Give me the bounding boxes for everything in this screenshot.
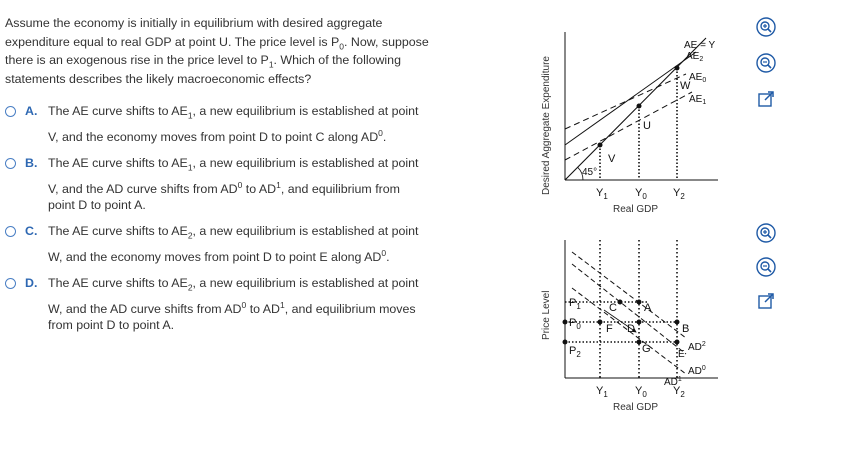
ae1-line	[565, 92, 692, 160]
angle-label: 45°	[582, 167, 598, 178]
point-g-label: G	[642, 343, 651, 355]
ae-y-label: AE = Y	[684, 40, 716, 51]
tick-y2-bottom: $Y_2$	[673, 385, 685, 399]
option-letter: D.	[25, 276, 38, 290]
p2-dot	[563, 340, 568, 345]
ae1-label: $AE_1$	[689, 94, 707, 106]
zoom-in-icon	[756, 17, 776, 37]
point-e	[675, 340, 680, 345]
zoom-out-icon	[756, 257, 776, 277]
option-text: The AE curve shifts to $AE_1$, a new equilibrium is established at point	[48, 104, 419, 121]
ad-graph	[541, 240, 718, 413]
tick-y0-bottom: $Y_0$	[635, 385, 647, 399]
point-v-label: V	[608, 153, 616, 165]
point-w-label: W	[680, 80, 691, 92]
ae-equals-y-line	[565, 38, 706, 180]
price-p2: $P_2$	[569, 345, 581, 359]
option-text: The AE curve shifts to $AE_2$, a new equilibrium is established at point	[48, 224, 419, 241]
point-e-label: E	[678, 349, 685, 360]
ae-graph-xlabel: Real GDP	[613, 204, 659, 215]
point-d-label: D	[627, 323, 635, 335]
question-line: there is an exogenous rise in the price level to $P_1$. Which of the following	[5, 53, 401, 70]
tick-y1: $Y_1$	[596, 187, 608, 201]
zoom-out-button[interactable]	[755, 52, 777, 74]
ae-graph	[541, 32, 718, 215]
zoom-out-button[interactable]	[755, 256, 777, 278]
point-f	[598, 320, 603, 325]
point-v	[598, 143, 603, 148]
question-line: statements describes the likely macroeconomic effects?	[5, 71, 312, 86]
zoom-out-icon	[756, 53, 776, 73]
popout-button[interactable]	[755, 88, 777, 110]
option-text: W, and the economy moves from point D to point E along $AD^0$.	[48, 247, 390, 264]
question-line: Assume the economy is initially in equilibrium with desired aggregate	[5, 16, 383, 30]
zoom-in-icon	[756, 223, 776, 243]
option-text: from point D to point A.	[48, 318, 175, 332]
point-c	[618, 300, 623, 305]
ad2-label: $AD^2$	[688, 341, 706, 353]
economics-graphs	[536, 20, 736, 430]
option-text: point D to point A.	[48, 198, 146, 212]
popout-icon	[756, 291, 776, 311]
ae2-label: $AE_2$	[686, 51, 704, 63]
option-letter: C.	[25, 224, 38, 238]
popout-button[interactable]	[755, 290, 777, 312]
zoom-in-button[interactable]	[755, 222, 777, 244]
option-letter: A.	[25, 104, 38, 118]
ad2-line	[572, 264, 686, 354]
ae-graph-ylabel: Desired Aggregate Expenditure	[541, 56, 552, 195]
tick-y0: $Y_0$	[635, 187, 647, 201]
ad-graph-ylabel: Price Level	[541, 290, 552, 340]
ad-graph-xlabel: Real GDP	[613, 402, 659, 413]
point-u-label: U	[643, 120, 651, 132]
price-p1: $P_1$	[569, 297, 581, 311]
tick-y1-bottom: $Y_1$	[596, 385, 608, 399]
option-text: W, and the AD curve shifts from $AD^0$ to $AD^1$, and equilibrium moves	[48, 299, 416, 316]
radio-button[interactable]	[5, 226, 16, 237]
price-p0: $P_0$	[569, 317, 581, 331]
ae0-label: $AE_0$	[689, 72, 707, 84]
tick-y2: $Y_2$	[673, 187, 685, 201]
point-w	[675, 66, 680, 71]
option-text: V, and the economy moves from point D to point C along $AD^0$.	[48, 127, 387, 144]
point-b	[675, 320, 680, 325]
p0-dot	[563, 320, 568, 325]
radio-button[interactable]	[5, 106, 16, 117]
point-b-label: B	[682, 323, 690, 335]
zoom-in-button[interactable]	[755, 16, 777, 38]
point-a-label: A	[644, 302, 652, 314]
point-c-label: C	[609, 302, 617, 314]
radio-button[interactable]	[5, 278, 16, 289]
ad0-label: $AD^0$	[688, 365, 706, 377]
ad1-label: $AD^1$	[664, 376, 682, 388]
point-g	[637, 340, 642, 345]
point-a	[637, 300, 642, 305]
point-u	[637, 104, 642, 109]
question-text	[5, 14, 465, 88]
radio-button[interactable]	[5, 158, 16, 169]
point-f-label: F	[606, 323, 613, 335]
question-line: expenditure equal to real GDP at point U. The price level is $P_0$. Now, suppose	[5, 34, 429, 52]
option-text: The AE curve shifts to $AE_2$, a new equilibrium is established at point	[48, 276, 419, 293]
option-text: V, and the AD curve shifts from $AD^0$ to $AD^1$, and equilibrium from	[48, 179, 400, 196]
option-text: The AE curve shifts to $AE_1$, a new equilibrium is established at point	[48, 156, 419, 173]
popout-icon	[756, 89, 776, 109]
option-letter: B.	[25, 156, 38, 170]
point-d	[637, 320, 642, 325]
